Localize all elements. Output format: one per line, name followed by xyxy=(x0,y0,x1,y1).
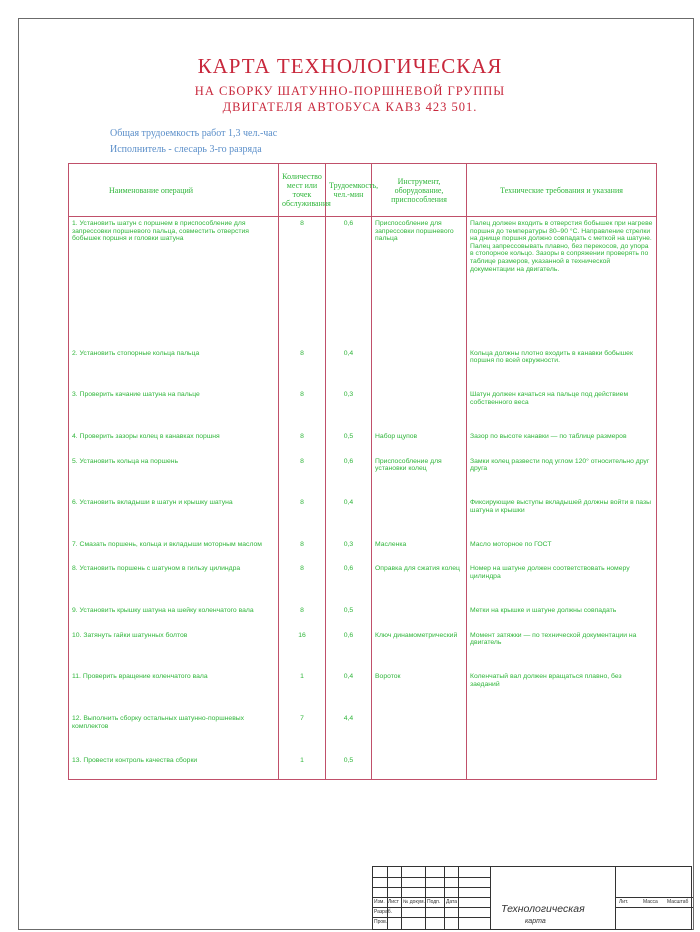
cell-requirements: Номер на шатуне должен соответствовать номеру цилиндра xyxy=(467,562,657,604)
cell-tool: Приспособление для запрессовки поршневого пальца xyxy=(372,217,467,347)
cell-labor: 0,4 xyxy=(326,670,372,712)
stamp-label-checked: Пров. xyxy=(374,919,388,925)
header-tools: Инструмент, оборудование, приспособления xyxy=(372,164,467,217)
cell-tool xyxy=(372,712,467,754)
operations-table xyxy=(68,163,657,780)
cell-requirements: Момент затяжки — по технической документации на двигатель xyxy=(467,629,657,671)
cell-operation: 9. Установить крышку шатуна на шейку коленчатого вала xyxy=(69,604,279,628)
table-row xyxy=(69,712,657,754)
cell-operation: 4. Проверить зазоры колец в канавках поршня xyxy=(69,430,279,454)
cell-requirements: Кольца должны плотно входить в канавки бобышек поршня по всей окружности. xyxy=(467,347,657,389)
performer-note: Исполнитель - слесарь 3-го разряда xyxy=(110,144,262,155)
cell-quantity: 7 xyxy=(279,712,326,754)
stamp-label-letter: Лит. xyxy=(619,899,629,905)
document-subtitle-line-2: ДВИГАТЕЛЯ АВТОБУСА КАВЗ 423 501. xyxy=(222,100,478,114)
cell-labor: 0,6 xyxy=(326,455,372,497)
table-row xyxy=(69,430,657,454)
stamp-label-sheet: Лист xyxy=(388,899,399,905)
cell-tool: Вороток xyxy=(372,670,467,712)
cell-tool: Масленка xyxy=(372,538,467,562)
cell-tool: Ключ динамометрический xyxy=(372,629,467,671)
cell-operation: 3. Проверить качание шатуна на пальце xyxy=(69,388,279,430)
cell-operation: 2. Установить стопорные кольца пальца xyxy=(69,347,279,389)
cell-quantity: 16 xyxy=(279,629,326,671)
cell-labor: 0,5 xyxy=(326,430,372,454)
cell-requirements xyxy=(467,754,657,780)
table-row xyxy=(69,388,657,430)
cell-requirements: Фиксирующие выступы вкладышей должны войти в пазы шатуна и крышки xyxy=(467,496,657,538)
header-labor: Трудоемкость, чел.-мин xyxy=(326,164,372,217)
table-body xyxy=(69,217,657,780)
cell-tool xyxy=(372,604,467,628)
cell-operation: 12. Выполнить сборку остальных шатунно-поршневых комплектов xyxy=(69,712,279,754)
table-row xyxy=(69,217,657,347)
table-row xyxy=(69,629,657,671)
cell-operation: 1. Установить шатун с поршнем в приспособление для запрессовки поршневого пальца, совместить отверстия бобышек поршня и головки шатуна xyxy=(69,217,279,347)
cell-requirements: Масло моторное по ГОСТ xyxy=(467,538,657,562)
table-row xyxy=(69,754,657,780)
cell-quantity: 8 xyxy=(279,455,326,497)
table-row xyxy=(69,670,657,712)
header-requirements: Технические требования и указания xyxy=(467,164,657,217)
cell-quantity: 1 xyxy=(279,670,326,712)
cell-labor: 0,4 xyxy=(326,496,372,538)
cell-quantity: 1 xyxy=(279,754,326,780)
stamp-label-doc-number: № докум. xyxy=(403,899,425,905)
stamp-label-mass: Масса xyxy=(643,899,658,905)
table-row xyxy=(69,347,657,389)
cell-labor: 0,6 xyxy=(326,629,372,671)
stamp-label-developed: Разраб. xyxy=(374,909,393,915)
stamp-label-change: Изм. xyxy=(374,899,385,905)
cell-requirements: Замки колец развести под углом 120° относительно друг друга xyxy=(467,455,657,497)
cell-operation: 8. Установить поршень с шатуном в гильзу цилиндра xyxy=(69,562,279,604)
cell-tool: Набор щупов xyxy=(372,430,467,454)
cell-labor: 0,3 xyxy=(326,538,372,562)
total-labor-note: Общая трудоемкость работ 1,3 чел.-час xyxy=(110,128,278,139)
title-block xyxy=(372,866,692,930)
cell-requirements: Шатун должен качаться на пальце под действием собственного веса xyxy=(467,388,657,430)
cell-quantity: 8 xyxy=(279,217,326,347)
cell-quantity: 8 xyxy=(279,496,326,538)
stamp-label-signature: Подп. xyxy=(427,899,441,905)
cell-quantity: 8 xyxy=(279,562,326,604)
cell-requirements: Метки на крышке и шатуне должны совпадать xyxy=(467,604,657,628)
stamp-document-code: карта xyxy=(525,918,546,925)
header-quantity: Количество мест или точек обслуживания xyxy=(279,164,326,217)
cell-quantity: 8 xyxy=(279,388,326,430)
table-row xyxy=(69,496,657,538)
cell-operation: 13. Провести контроль качества сборки xyxy=(69,754,279,780)
cell-tool xyxy=(372,388,467,430)
table-row xyxy=(69,604,657,628)
cell-operation: 5. Установить кольца на поршень xyxy=(69,455,279,497)
stamp-label-scale: Масштаб xyxy=(667,899,689,905)
table-row xyxy=(69,538,657,562)
table-header-row xyxy=(69,164,657,217)
cell-labor: 0,3 xyxy=(326,388,372,430)
stamp-label-date: Дата xyxy=(446,899,458,905)
document-title: КАРТА ТЕХНОЛОГИЧЕСКАЯ xyxy=(197,54,503,78)
cell-quantity: 8 xyxy=(279,347,326,389)
cell-labor: 0,5 xyxy=(326,754,372,780)
table-row xyxy=(69,562,657,604)
cell-tool xyxy=(372,496,467,538)
cell-operation: 7. Смазать поршень, кольца и вкладыши моторным маслом xyxy=(69,538,279,562)
cell-requirements: Палец должен входить в отверстия бобышек при нагреве поршня до температуры 80–90 °С. Направление стрелки на днище поршня должно совпадать с меткой на шатуне. Палец запрессовывать плавно, без перекосов, до упора в стопорное кольцо. Зазоры в сопряжении проверять по таблице размеров, указанной в технической документации на двигатель. xyxy=(467,217,657,347)
cell-requirements: Зазор по высоте канавки — по таблице размеров xyxy=(467,430,657,454)
cell-operation: 6. Установить вкладыши в шатун и крышку шатуна xyxy=(69,496,279,538)
cell-requirements xyxy=(467,712,657,754)
cell-operation: 11. Проверить вращение коленчатого вала xyxy=(69,670,279,712)
cell-quantity: 8 xyxy=(279,430,326,454)
cell-quantity: 8 xyxy=(279,538,326,562)
cell-labor: 4,4 xyxy=(326,712,372,754)
cell-tool xyxy=(372,347,467,389)
cell-operation: 10. Затянуть гайки шатунных болтов xyxy=(69,629,279,671)
cell-labor: 0,6 xyxy=(326,562,372,604)
cell-requirements: Коленчатый вал должен вращаться плавно, без заеданий xyxy=(467,670,657,712)
cell-tool xyxy=(372,754,467,780)
document-subtitle-line-1: НА СБОРКУ ШАТУННО-ПОРШНЕВОЙ ГРУППЫ xyxy=(194,84,506,98)
cell-labor: 0,6 xyxy=(326,217,372,347)
cell-labor: 0,4 xyxy=(326,347,372,389)
cell-quantity: 8 xyxy=(279,604,326,628)
header-operations: Наименование операций xyxy=(69,164,279,217)
stamp-document-title: Технологическая xyxy=(501,903,585,915)
table-row xyxy=(69,455,657,497)
cell-labor: 0,5 xyxy=(326,604,372,628)
cell-tool: Приспособление для установки колец xyxy=(372,455,467,497)
cell-tool: Оправка для сжатия колец xyxy=(372,562,467,604)
